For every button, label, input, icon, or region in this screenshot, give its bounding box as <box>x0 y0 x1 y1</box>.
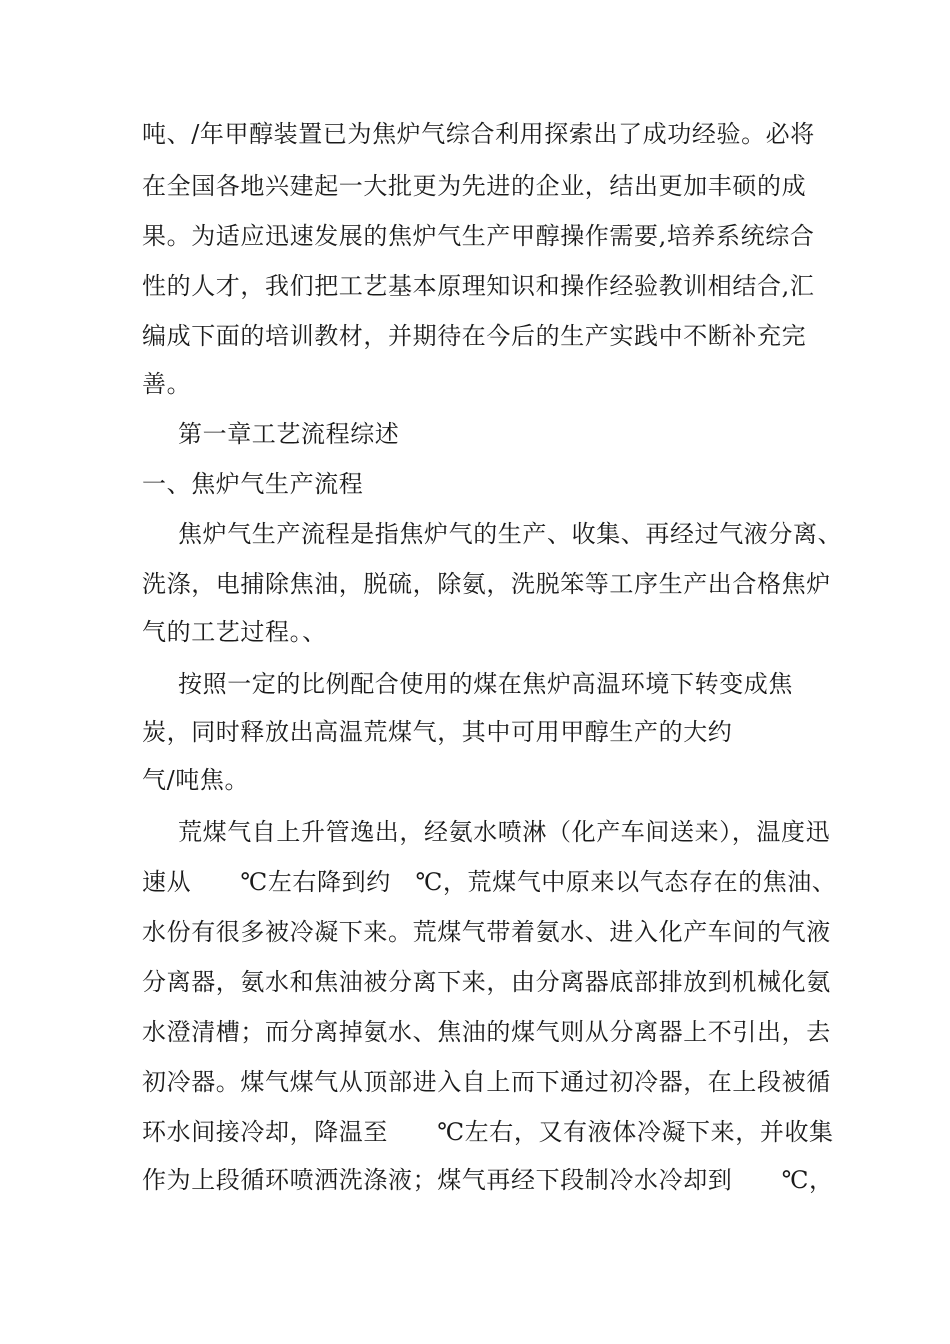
text-line: 气的工艺过程。、 <box>142 618 327 646</box>
text-line: 水份有很多被冷凝下来。荒煤气带着氨水、进入化产车间的气液 <box>142 918 831 946</box>
text-line: 焦炉气生产流程是指焦炉气的生产、收集、再经过气液分离、 <box>178 520 843 548</box>
text-line: 水澄清槽；而分离掉氨水、焦油的煤气则从分离器上不引出，去 <box>142 1018 831 1046</box>
text-line: 初冷器。煤气煤气从顶部进入自上而下通过初冷器，在上段被循 <box>142 1068 831 1096</box>
chapter-heading: 第一章工艺流程综述 <box>178 420 400 448</box>
text-line: 性的人才，我们把工艺基本原理知识和操作经验教训相结合,汇 <box>142 272 815 300</box>
text-line: 编成下面的培训教材，并期待在今后的生产实践中不断补充完 <box>142 322 807 350</box>
text-line: 荒煤气自上升管逸出，经氨水喷淋（化产车间送来），温度迅 <box>178 818 831 846</box>
text-line: 吨、/年甲醇装置已为焦炉气综合利用探索出了成功经验。必将 <box>142 120 815 148</box>
text-line: 善。 <box>142 370 192 398</box>
text-line: 环水间接冷却，降温至 ℃左右，又有液体冷凝下来，并收集 <box>142 1118 834 1146</box>
text-line: 按照一定的比例配合使用的煤在焦炉高温环境下转变成焦 <box>178 670 793 698</box>
text-line: 分离器，氨水和焦油被分离下来，由分离器底部排放到机械化氨 <box>142 968 831 996</box>
text-line: 速从 ℃左右降到约 ℃，荒煤气中原来以气态存在的焦油、 <box>142 868 837 896</box>
text-line: 作为上段循环喷洒洗涤液；煤气再经下段制冷水冷却到 ℃， <box>142 1166 834 1194</box>
text-line: 气/吨焦。 <box>142 766 250 794</box>
section-heading: 一、焦炉气生产流程 <box>142 470 364 498</box>
text-line: 在全国各地兴建起一大批更为先进的企业，结出更加丰硕的成 <box>142 172 807 200</box>
text-line: 炭，同时释放出高温荒煤气，其中可用甲醇生产的大约 <box>142 718 733 746</box>
text-line: 果。为适应迅速发展的焦炉气生产甲醇操作需要,培养系统综合 <box>142 222 815 250</box>
text-line: 洗涤，电捕除焦油，脱硫，除氨，洗脱笨等工序生产出合格焦炉 <box>142 570 831 598</box>
